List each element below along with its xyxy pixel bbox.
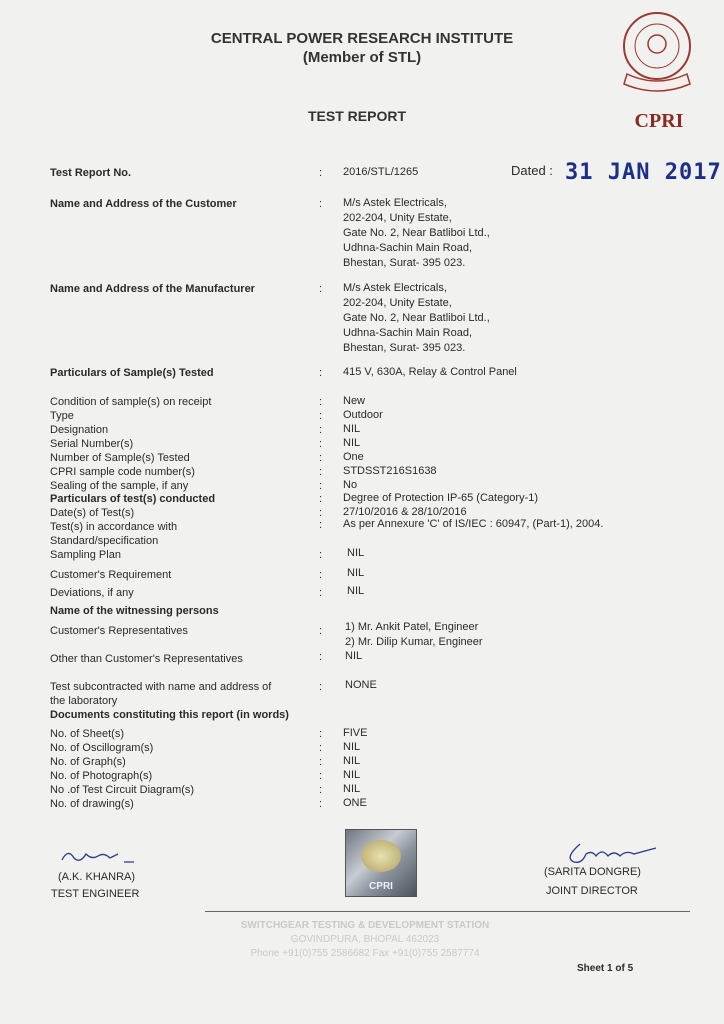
colon: : [319, 507, 323, 519]
standard-label: Test(s) in accordance with [50, 521, 178, 533]
sample-detail-value: One [343, 451, 364, 463]
colon: : [319, 651, 323, 663]
colon: : [319, 438, 323, 450]
standard-value: As per Annexure 'C' of IS/IEC : 60947, (Part-1), 2004. [343, 518, 604, 530]
address-line: Gate No. 2, Near Batliboi Ltd., [343, 312, 490, 324]
cpri-logo-text: CPRI [634, 110, 684, 132]
tests-value: Degree of Protection IP-65 (Category-1) [343, 492, 539, 504]
other-reps-value: NIL [345, 650, 363, 662]
colon: : [319, 424, 323, 436]
director-signature [560, 838, 670, 868]
sample-detail-label: Number of Sample(s) Tested [50, 452, 190, 464]
sampling-plan-label: Sampling Plan [50, 549, 121, 561]
sample-detail-value: NIL [343, 437, 361, 449]
sample-detail-value: New [343, 395, 366, 407]
hologram-emblem-icon [361, 840, 401, 872]
document-count-label: No. of Graph(s) [50, 756, 126, 768]
colon: : [319, 452, 323, 464]
sample-detail-value: STDSST216S1638 [343, 465, 437, 477]
sheet-number: Sheet 1 of 5 [577, 963, 634, 974]
other-reps-label: Other than Customer's Representatives [50, 653, 243, 665]
colon: : [319, 198, 323, 210]
tests-label: Particulars of test(s) conducted [50, 493, 216, 505]
engineer-signature [58, 842, 158, 870]
sample-label: Particulars of Sample(s) Tested [50, 367, 214, 379]
colon: : [319, 549, 323, 561]
sample-detail-label: Condition of sample(s) on receipt [50, 396, 212, 408]
document-count-label: No. of Oscillogram(s) [50, 742, 154, 754]
director-title: JOINT DIRECTOR [546, 885, 638, 897]
footer-divider [205, 911, 690, 912]
address-line: Udhna-Sachin Main Road, [343, 242, 473, 254]
director-name: (SARITA DONGRE) [544, 866, 641, 878]
sample-value: 415 V, 630A, Relay & Control Panel [343, 366, 517, 378]
deviations-label: Deviations, if any [50, 587, 134, 599]
footer-phone: Phone +91(0)755 2586682 Fax +91(0)755 2587774 [250, 948, 480, 959]
hologram-text: CPRI [369, 881, 393, 892]
sample-detail-label: Serial Number(s) [50, 438, 134, 450]
colon: : [319, 569, 323, 581]
witness-label: Name of the witnessing persons [50, 605, 219, 617]
standard-label-2: Standard/specification [50, 535, 159, 547]
document-count-label: No .of Test Circuit Diagram(s) [50, 784, 195, 796]
colon: : [319, 742, 323, 754]
engineer-title: TEST ENGINEER [51, 888, 140, 900]
sample-detail-label: Designation [50, 424, 109, 436]
footer-station: SWITCHGEAR TESTING & DEVELOPMENT STATION [240, 920, 490, 931]
colon: : [319, 466, 323, 478]
document-count-value: FIVE [343, 727, 368, 739]
documents-label: Documents constituting this report (in words) [50, 709, 289, 721]
page-title: TEST REPORT [307, 108, 406, 124]
report-no: 2016/STL/1265 [343, 166, 419, 178]
customer-reps-label: Customer's Representatives [50, 625, 188, 637]
date-stamp: 31 JAN 2017 [565, 160, 722, 185]
hologram-seal [345, 829, 417, 897]
test-date-value: 27/10/2016 & 28/10/2016 [343, 506, 467, 518]
document-count-value: NIL [343, 755, 361, 767]
sample-detail-label: Type [50, 410, 74, 422]
rep-name: 2) Mr. Dilip Kumar, Engineer [345, 636, 483, 648]
document-count-value: ONE [343, 797, 367, 809]
org-name: CENTRAL POWER RESEARCH INSTITUTE [210, 30, 514, 47]
address-line: M/s Astek Electricals, [343, 282, 447, 294]
address-line: Gate No. 2, Near Batliboi Ltd., [343, 227, 490, 239]
colon: : [319, 784, 323, 796]
customer-requirement-label: Customer's Requirement [50, 569, 172, 581]
colon: : [319, 756, 323, 768]
address-line: Bhestan, Surat- 395 023. [343, 257, 466, 269]
customer-label: Name and Address of the Customer [50, 198, 237, 210]
engineer-name: (A.K. KHANRA) [58, 871, 136, 883]
address-line: 202-204, Unity Estate, [343, 297, 452, 309]
colon: : [319, 367, 323, 379]
document-count-value: NIL [343, 783, 361, 795]
colon: : [319, 410, 323, 422]
sample-detail-value: Outdoor [343, 409, 383, 421]
sample-detail-value: NIL [343, 423, 361, 435]
colon: : [319, 681, 323, 693]
customer-reps [345, 620, 483, 650]
org-member: (Member of STL) [302, 49, 422, 66]
document-count-value: NIL [343, 741, 361, 753]
colon: : [319, 493, 323, 505]
colon: : [319, 798, 323, 810]
colon: : [319, 587, 323, 599]
colon: : [319, 770, 323, 782]
sampling-plan-value: NIL [347, 547, 365, 559]
address-line: M/s Astek Electricals, [343, 197, 447, 209]
document-count-label: No. of Sheet(s) [50, 728, 124, 740]
subcontract-value: NONE [345, 679, 377, 691]
dated-label: Dated : [511, 163, 553, 178]
customer-address [343, 196, 490, 271]
address-line: Bhestan, Surat- 395 023. [343, 342, 466, 354]
subcontract-label: Test subcontracted with name and address of [50, 681, 272, 693]
colon: : [319, 283, 323, 295]
deviations-value: NIL [347, 585, 365, 597]
document-count-label: No. of Photograph(s) [50, 770, 153, 782]
address-line: Udhna-Sachin Main Road, [343, 327, 473, 339]
sample-detail-label: CPRI sample code number(s) [50, 466, 195, 478]
colon: : [319, 519, 323, 531]
manufacturer-address [343, 281, 490, 356]
cpri-seal-logo [612, 6, 702, 96]
document-count-label: No. of drawing(s) [50, 798, 134, 810]
manufacturer-label: Name and Address of the Manufacturer [50, 283, 255, 295]
sample-detail-value: No [343, 479, 358, 491]
colon: : [319, 625, 323, 637]
customer-requirement-value: NIL [347, 567, 365, 579]
document-count-value: NIL [343, 769, 361, 781]
colon: : [319, 728, 323, 740]
colon: : [319, 480, 323, 492]
report-no-label: Test Report No. [50, 167, 132, 179]
footer-address: GOVINDPURA, BHOPAL 462023 [290, 934, 440, 945]
sample-detail-label: Sealing of the sample, if any [50, 480, 189, 492]
subcontract-label-2: the laboratory [50, 695, 118, 707]
colon: : [319, 167, 323, 179]
colon: : [319, 396, 323, 408]
address-line: 202-204, Unity Estate, [343, 212, 452, 224]
test-date-label: Date(s) of Test(s) [50, 507, 135, 519]
rep-name: 1) Mr. Ankit Patel, Engineer [345, 621, 479, 633]
